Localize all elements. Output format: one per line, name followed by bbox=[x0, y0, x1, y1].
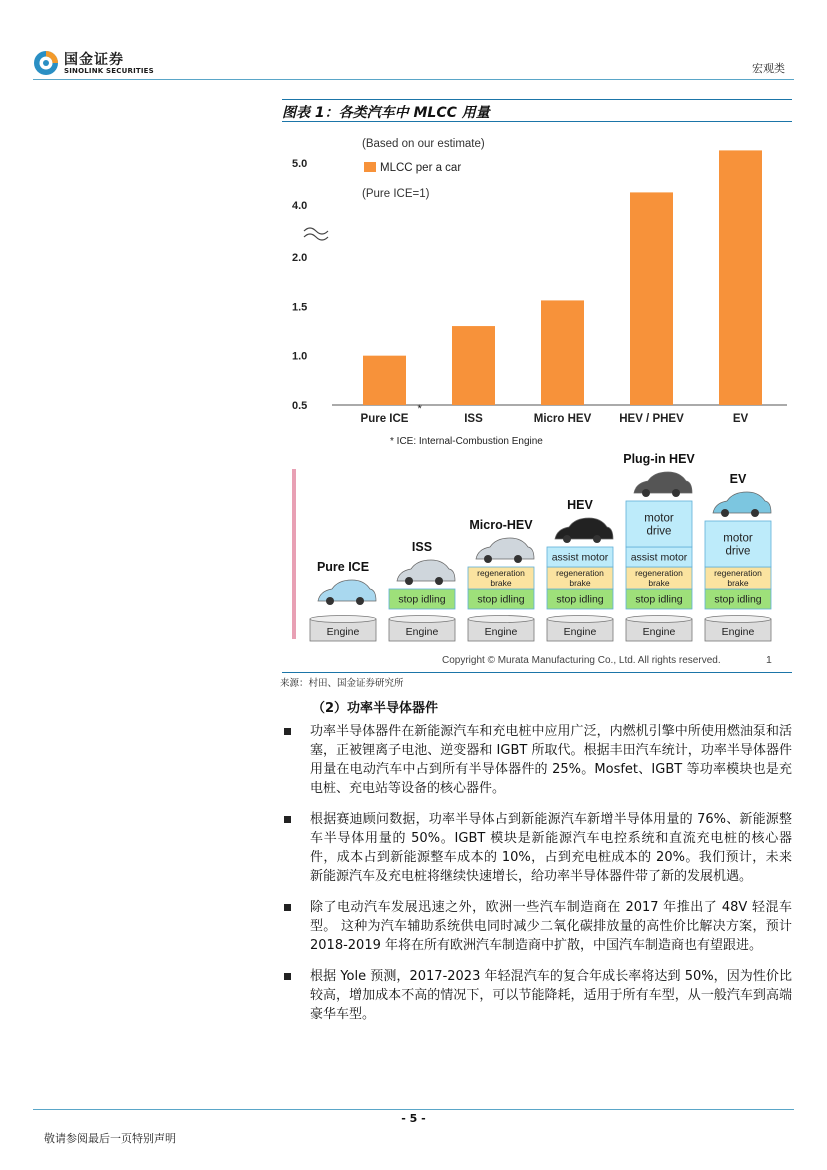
legend-label: MLCC per a car bbox=[380, 162, 462, 174]
car-wheel-icon bbox=[326, 597, 334, 605]
car-icon bbox=[555, 518, 613, 539]
layer-label: motor bbox=[723, 532, 753, 545]
footer-divider bbox=[33, 1109, 794, 1110]
car-icon bbox=[713, 492, 771, 513]
figure-title-rule bbox=[282, 121, 792, 122]
engine-top bbox=[547, 616, 613, 623]
bar bbox=[719, 150, 762, 405]
layer-label: stop idling bbox=[477, 593, 525, 606]
footnote-marker: * bbox=[417, 403, 422, 415]
brand-name-en: SINOLINK SECURITIES bbox=[64, 67, 154, 75]
brand-name-cn: 国金证券 bbox=[64, 52, 124, 68]
vehicle-electrification-illustration bbox=[282, 441, 792, 670]
figure-title: 图表 1：各类汽车中 MLCC 用量 bbox=[282, 105, 490, 121]
legend-swatch bbox=[364, 162, 376, 172]
y-tick-label: 2.0 bbox=[292, 252, 308, 264]
bullet-square-icon bbox=[284, 973, 291, 980]
bullet-square-icon bbox=[284, 816, 291, 823]
x-tick-label: ISS bbox=[464, 413, 483, 425]
y-tick-label: 5.0 bbox=[292, 158, 308, 170]
figure-bottom-rule bbox=[282, 672, 792, 673]
car-icon bbox=[318, 580, 376, 601]
layer-label: regeneration bbox=[477, 567, 525, 578]
vehicle-type-label: Pure ICE bbox=[316, 560, 370, 574]
car-wheel-icon bbox=[751, 509, 759, 517]
sinolink-logo-icon bbox=[33, 50, 59, 76]
bar bbox=[363, 356, 406, 405]
car-wheel-icon bbox=[721, 509, 729, 517]
car-icon bbox=[476, 538, 534, 559]
engine-label: Engine bbox=[721, 626, 755, 638]
car-wheel-icon bbox=[672, 489, 680, 497]
layer-label: stop idling bbox=[556, 593, 604, 606]
chart-annotation-estimate: (Based on our estimate) bbox=[362, 138, 485, 150]
x-tick-label: HEV / PHEV bbox=[619, 413, 684, 425]
layer-label: drive bbox=[646, 525, 672, 538]
layer-label: drive bbox=[725, 545, 751, 558]
chart-annotation-baseline: (Pure ICE=1) bbox=[362, 188, 430, 200]
bar bbox=[630, 192, 673, 405]
engine-label: Engine bbox=[484, 626, 518, 638]
vehicle-type-label: ISS bbox=[411, 540, 433, 554]
vehicle-type-label: EV bbox=[729, 472, 747, 486]
figure-source: 来源：村田、国金证券研究所 bbox=[280, 678, 404, 689]
chart-footnote: * ICE: Internal-Combustion Engine bbox=[390, 436, 543, 447]
x-tick-label: Micro HEV bbox=[533, 413, 592, 425]
bullet-text: 功率半导体器件在新能源汽车和充电桩中应用广泛，内燃机引擎中所使用燃油泵和活塞，正被锂离子电池、逆变器和 IGBT 所取代。根据丰田汽车统计，功率半导体器件用量在电动汽车中占到所有半导体器件的 25%。Mosfet、IGBT 等功率模块也是充电桩、充电站等设备的核心器件。 bbox=[310, 724, 792, 796]
x-tick-label: Pure ICE bbox=[360, 413, 409, 425]
engine-top bbox=[468, 616, 534, 623]
report-category: 宏观类 bbox=[752, 62, 785, 75]
section-heading: （2）功率半导体器件 bbox=[312, 701, 439, 716]
vehicle-type-label: Micro-HEV bbox=[469, 518, 533, 532]
page-header bbox=[0, 0, 827, 82]
car-wheel-icon bbox=[593, 535, 601, 543]
car-wheel-icon bbox=[642, 489, 650, 497]
figure-top-rule bbox=[282, 99, 792, 100]
bullet-list bbox=[282, 722, 792, 1036]
bullet-item bbox=[282, 967, 792, 1024]
bar bbox=[452, 326, 495, 405]
engine-label: Engine bbox=[326, 626, 360, 638]
car-wheel-icon bbox=[484, 555, 492, 563]
layer-label: stop idling bbox=[635, 593, 683, 606]
layer-label: motor bbox=[644, 512, 674, 525]
car-wheel-icon bbox=[563, 535, 571, 543]
engine-top bbox=[389, 616, 455, 623]
y-tick-label: 1.0 bbox=[292, 350, 308, 363]
layer-label: brake bbox=[490, 577, 512, 588]
bullet-item bbox=[282, 810, 792, 886]
mlcc-bar-chart bbox=[282, 123, 792, 447]
layer-label: brake bbox=[648, 577, 670, 588]
bullet-square-icon bbox=[284, 904, 291, 911]
bullet-text: 根据赛迪顾问数据，功率半导体占到新能源汽车新增半导体用量的 76%、新能源整车半导体用量的 50%。IGBT 模块是新能源汽车电控系统和直流充电桩的核心器件，成本占到新能源整车成本的 10%，占到充电桩成本的 20%。我们预计，未来新能源汽车及充电桩将继续快速增长，给功率半导体器件带了新的发展机遇。 bbox=[310, 812, 792, 884]
engine-top bbox=[626, 616, 692, 623]
bullet-text: 根据 Yole 预测，2017-2023 年轻混汽车的复合年成长率将达到 50%，因为性价比较高，增加成本不高的情况下，可以节能降耗，适用于所有车型，从一般汽车到高端豪华车型。 bbox=[310, 969, 792, 1022]
vehicle-type-label: HEV bbox=[567, 498, 593, 512]
layer-label: brake bbox=[727, 577, 749, 588]
y-tick-label: 1.5 bbox=[292, 301, 308, 314]
car-wheel-icon bbox=[356, 597, 364, 605]
bullet-text: 除了电动汽车发展迅速之外，欧洲一些汽车制造商在 2017 年推出了 48V 轻混车型。 这种为汽车辅助系统供电同时减少二氧化碳排放量的高性价比解决方案，预计 2018-2019 年将在所有欧洲汽车制造商中扩散，中国汽车制造商也有望跟进。 bbox=[310, 900, 792, 953]
vehicle-type-label: Plug-in HEV bbox=[623, 452, 695, 466]
y-tick-label: 0.5 bbox=[292, 400, 308, 412]
layer-label: assist motor bbox=[551, 551, 609, 564]
axis-break-mark bbox=[304, 228, 328, 240]
car-wheel-icon bbox=[435, 577, 443, 585]
layer-label: brake bbox=[569, 577, 591, 588]
layer-label: stop idling bbox=[714, 593, 762, 606]
page-number: - 5 - bbox=[401, 1112, 426, 1125]
header-divider bbox=[33, 79, 794, 80]
illustration-slide-number: 1 bbox=[766, 654, 772, 666]
x-axis-labels bbox=[361, 403, 749, 425]
engine-label: Engine bbox=[642, 626, 676, 638]
layer-label: regeneration bbox=[635, 567, 683, 578]
car-wheel-icon bbox=[405, 577, 413, 585]
footer-disclaimer: 敬请参阅最后一页特别声明 bbox=[44, 1132, 176, 1145]
bar bbox=[541, 300, 584, 405]
engine-top bbox=[310, 616, 376, 623]
layer-label: assist motor bbox=[630, 551, 688, 564]
layer-label: stop idling bbox=[398, 593, 446, 606]
car-icon bbox=[397, 560, 455, 581]
layer-label: regeneration bbox=[714, 567, 762, 578]
car-wheel-icon bbox=[514, 555, 522, 563]
illustration-copyright: Copyright © Murata Manufacturing Co., Ltd. All rights reserved. bbox=[442, 655, 721, 666]
layer-label: regeneration bbox=[556, 567, 604, 578]
bullet-square-icon bbox=[284, 728, 291, 735]
engine-top bbox=[705, 616, 771, 623]
bullet-item bbox=[282, 722, 792, 798]
engine-label: Engine bbox=[405, 626, 439, 638]
car-icon bbox=[634, 472, 692, 493]
bullet-item bbox=[282, 898, 792, 955]
x-tick-label: EV bbox=[732, 413, 749, 425]
engine-label: Engine bbox=[563, 626, 597, 638]
y-tick-label: 4.0 bbox=[292, 200, 308, 212]
slide-edge-accent bbox=[292, 469, 296, 639]
vehicle-columns bbox=[310, 452, 771, 641]
